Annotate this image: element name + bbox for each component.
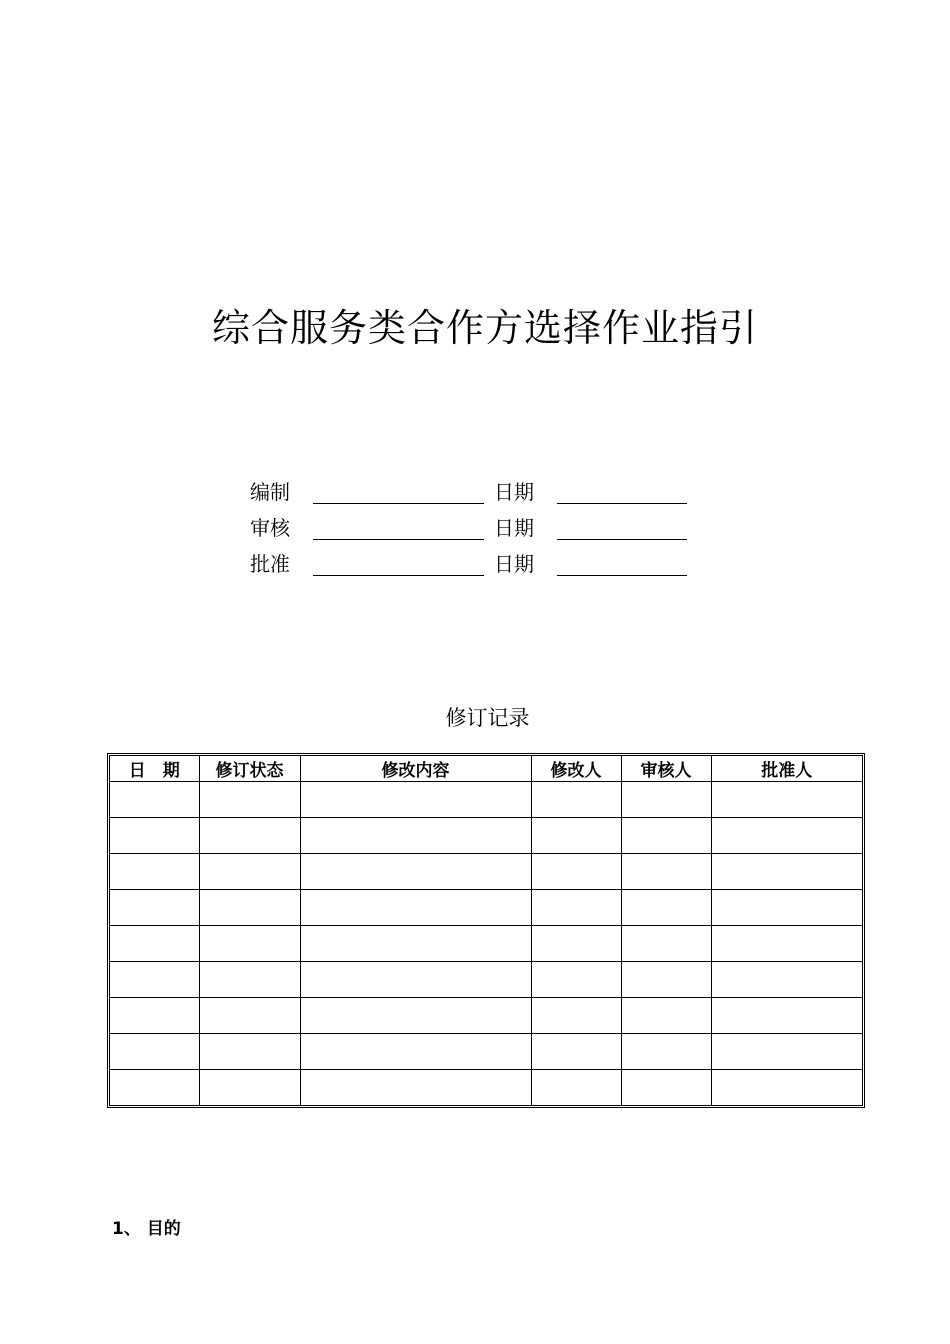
table-cell	[621, 782, 711, 818]
revision-table	[107, 753, 865, 1108]
signoff-date-line	[557, 539, 687, 540]
table-row	[110, 854, 862, 890]
table-cell	[300, 818, 531, 854]
table-cell	[110, 782, 199, 818]
signoff-row-prepared	[250, 476, 710, 506]
table-cell	[531, 818, 621, 854]
table-cell	[711, 926, 862, 962]
table-cell	[300, 1034, 531, 1070]
table-row	[110, 782, 862, 818]
table-row	[110, 962, 862, 998]
table-cell	[199, 926, 300, 962]
document-title: 综合服务类合作方选择作业指引	[211, 306, 758, 350]
signoff-date-label: 日期	[494, 552, 534, 576]
table-cell	[110, 998, 199, 1034]
header-reviewer: 审核人	[621, 756, 711, 782]
table-cell	[531, 782, 621, 818]
table-cell	[531, 1070, 621, 1106]
table-cell	[531, 854, 621, 890]
table-cell	[621, 818, 711, 854]
table-cell	[621, 854, 711, 890]
header-status: 修订状态	[199, 756, 300, 782]
signoff-name-line	[313, 539, 484, 540]
table-cell	[110, 818, 199, 854]
header-content: 修改内容	[300, 756, 531, 782]
signoff-date-label: 日期	[494, 480, 534, 504]
signoff-date-line	[557, 575, 687, 576]
signoff-row-reviewed	[250, 512, 710, 542]
signoff-name-line	[313, 575, 484, 576]
signoff-date-line	[557, 503, 687, 504]
signoff-label: 批准	[250, 552, 290, 576]
table-cell	[300, 782, 531, 818]
table-cell	[621, 998, 711, 1034]
table-row	[110, 1034, 862, 1070]
table-cell	[110, 1034, 199, 1070]
table-cell	[621, 962, 711, 998]
table-cell	[110, 854, 199, 890]
table-cell	[199, 818, 300, 854]
table-cell	[711, 890, 862, 926]
revision-caption: 修订记录	[445, 706, 530, 730]
signoff-date-label: 日期	[494, 516, 534, 540]
signoff-label: 审核	[250, 516, 290, 540]
table-cell	[621, 1034, 711, 1070]
signoff-name-line	[313, 503, 484, 504]
table-row	[110, 926, 862, 962]
table-cell	[531, 962, 621, 998]
header-date: 日 期	[110, 756, 199, 782]
header-approver: 批准人	[711, 756, 862, 782]
table-cell	[199, 890, 300, 926]
table-row	[110, 818, 862, 854]
table-cell	[711, 1034, 862, 1070]
signoff-label: 编制	[250, 480, 290, 504]
table-cell	[711, 854, 862, 890]
table-cell	[199, 962, 300, 998]
table-row	[110, 998, 862, 1034]
table-cell	[621, 926, 711, 962]
table-row	[110, 890, 862, 926]
table-cell	[300, 962, 531, 998]
table-cell	[300, 998, 531, 1034]
table-cell	[300, 1070, 531, 1106]
table-cell	[711, 998, 862, 1034]
table-cell	[621, 1070, 711, 1106]
section-heading-purpose: 1、 目的	[112, 1219, 181, 1239]
table-cell	[711, 818, 862, 854]
table-cell	[711, 782, 862, 818]
table-cell	[199, 1070, 300, 1106]
table-cell	[300, 854, 531, 890]
table-row	[110, 1070, 862, 1106]
header-modifier: 修改人	[531, 756, 621, 782]
signoff-row-approved	[250, 548, 710, 578]
table-cell	[531, 998, 621, 1034]
table-cell	[621, 890, 711, 926]
table-cell	[711, 1070, 862, 1106]
revision-header-row	[110, 756, 862, 782]
table-cell	[199, 854, 300, 890]
table-cell	[300, 890, 531, 926]
table-cell	[110, 962, 199, 998]
table-cell	[531, 890, 621, 926]
table-cell	[711, 962, 862, 998]
table-cell	[531, 926, 621, 962]
table-cell	[110, 890, 199, 926]
table-cell	[199, 1034, 300, 1070]
table-cell	[300, 926, 531, 962]
table-cell	[110, 1070, 199, 1106]
table-cell	[110, 926, 199, 962]
table-cell	[199, 998, 300, 1034]
table-cell	[531, 1034, 621, 1070]
table-cell	[199, 782, 300, 818]
